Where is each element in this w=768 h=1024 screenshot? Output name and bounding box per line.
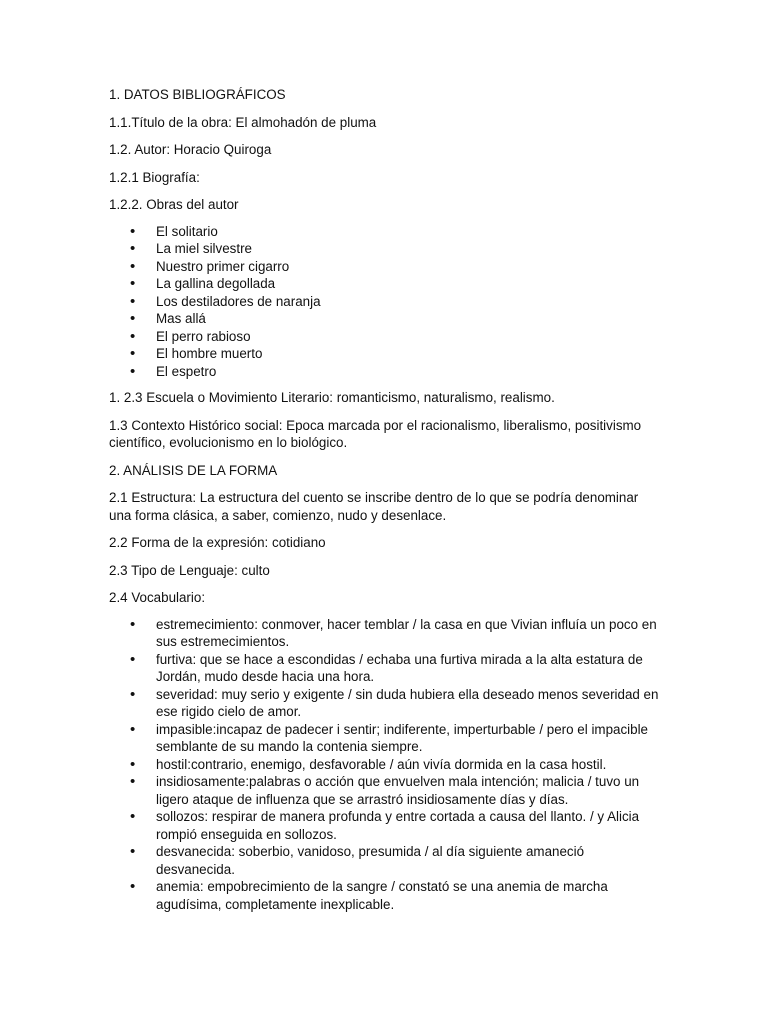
list-item: • sollozos: respirar de manera profunda y entre cortada a causa del llanto. / y Alicia rompió enseguida en sollozos. [109, 808, 659, 843]
biografia-label: 1.2.1 Biografía: [109, 169, 200, 185]
list-item: • Nuestro primer cigarro [109, 258, 659, 276]
vocabulario-label: 2.4 Vocabulario: [109, 590, 206, 605]
autor: 1.2. Autor: Horacio Quiroga [109, 142, 272, 157]
list-item: • La gallina degollada [109, 275, 659, 293]
obras-label: 1.2.2. Obras del autor [109, 197, 239, 212]
section-heading-datos-bibliograficos: 1. DATOS BIBLIOGRÁFICOS [109, 87, 286, 102]
list-item: • impasible:incapaz de padecer i sentir; indiferente, imperturbable / pero el impacible semblante de su mando la contenia siempre. [109, 721, 659, 756]
titulo-obra: 1.1.Título de la obra: El almohadón de pluma [109, 114, 377, 130]
list-item: • El hombre muerto [109, 345, 659, 363]
list-item: • furtiva: que se hace a escondidas / echaba una furtiva mirada a la alta estatura de Jordán, mudo desde hacia una hora. [109, 651, 659, 686]
obras-list [109, 223, 659, 381]
list-item: • severidad: muy serio y exigente / sin duda hubiera ella deseado menos severidad en ese rigido cielo de amor. [109, 686, 659, 721]
list-item: • estremecimiento: conmover, hacer temblar / la casa en que Vivian influía un poco en sus estremecimientos. [109, 616, 659, 651]
list-item: • desvanecida: soberbio, vanidoso, presumida / al día siguiente amaneció desvanecida. [109, 843, 659, 878]
list-item: • La miel silvestre [109, 240, 659, 258]
forma-expresion: 2.2 Forma de la expresión: cotidiano [109, 535, 326, 550]
escuela-movimiento: 1. 2.3 Escuela o Movimiento Literario: romanticismo, naturalismo, realismo. [109, 390, 555, 405]
list-item: • Mas allá [109, 310, 659, 328]
list-item: • insidiosamente:palabras o acción que envuelven mala intención; malicia / tuvo un ligero ataque de influenza que se arrastró insidiosamente días y días. [109, 773, 659, 808]
vocabulario-list [109, 616, 659, 914]
list-item: • El perro rabioso [109, 328, 659, 346]
list-item: • Los destiladores de naranja [109, 293, 659, 311]
section-heading-analisis-forma: 2. ANÁLISIS DE LA FORMA [109, 462, 278, 478]
list-item: • El solitario [109, 223, 659, 241]
list-item: • hostil:contrario, enemigo, desfavorable / aún vivía dormida en la casa hostil. [109, 756, 659, 774]
list-item: • El espetro [109, 363, 659, 381]
estructura: 2.1 Estructura: La estructura del cuento se inscribe dentro de lo que se podría denominar una forma clásica, a saber, comienzo, nudo y desenlace. [109, 490, 639, 523]
list-item: • anemia: empobrecimiento de la sangre / constató se una anemia de marcha agudísima, completamente inexplicable. [109, 878, 659, 913]
document-body [109, 86, 659, 922]
contexto-historico: 1.3 Contexto Histórico social: Epoca marcada por el racionalismo, liberalismo, positivismo científico, evolucionismo en lo biológico. [109, 417, 642, 450]
tipo-lenguaje: 2.3 Tipo de Lenguaje: culto [109, 562, 270, 578]
